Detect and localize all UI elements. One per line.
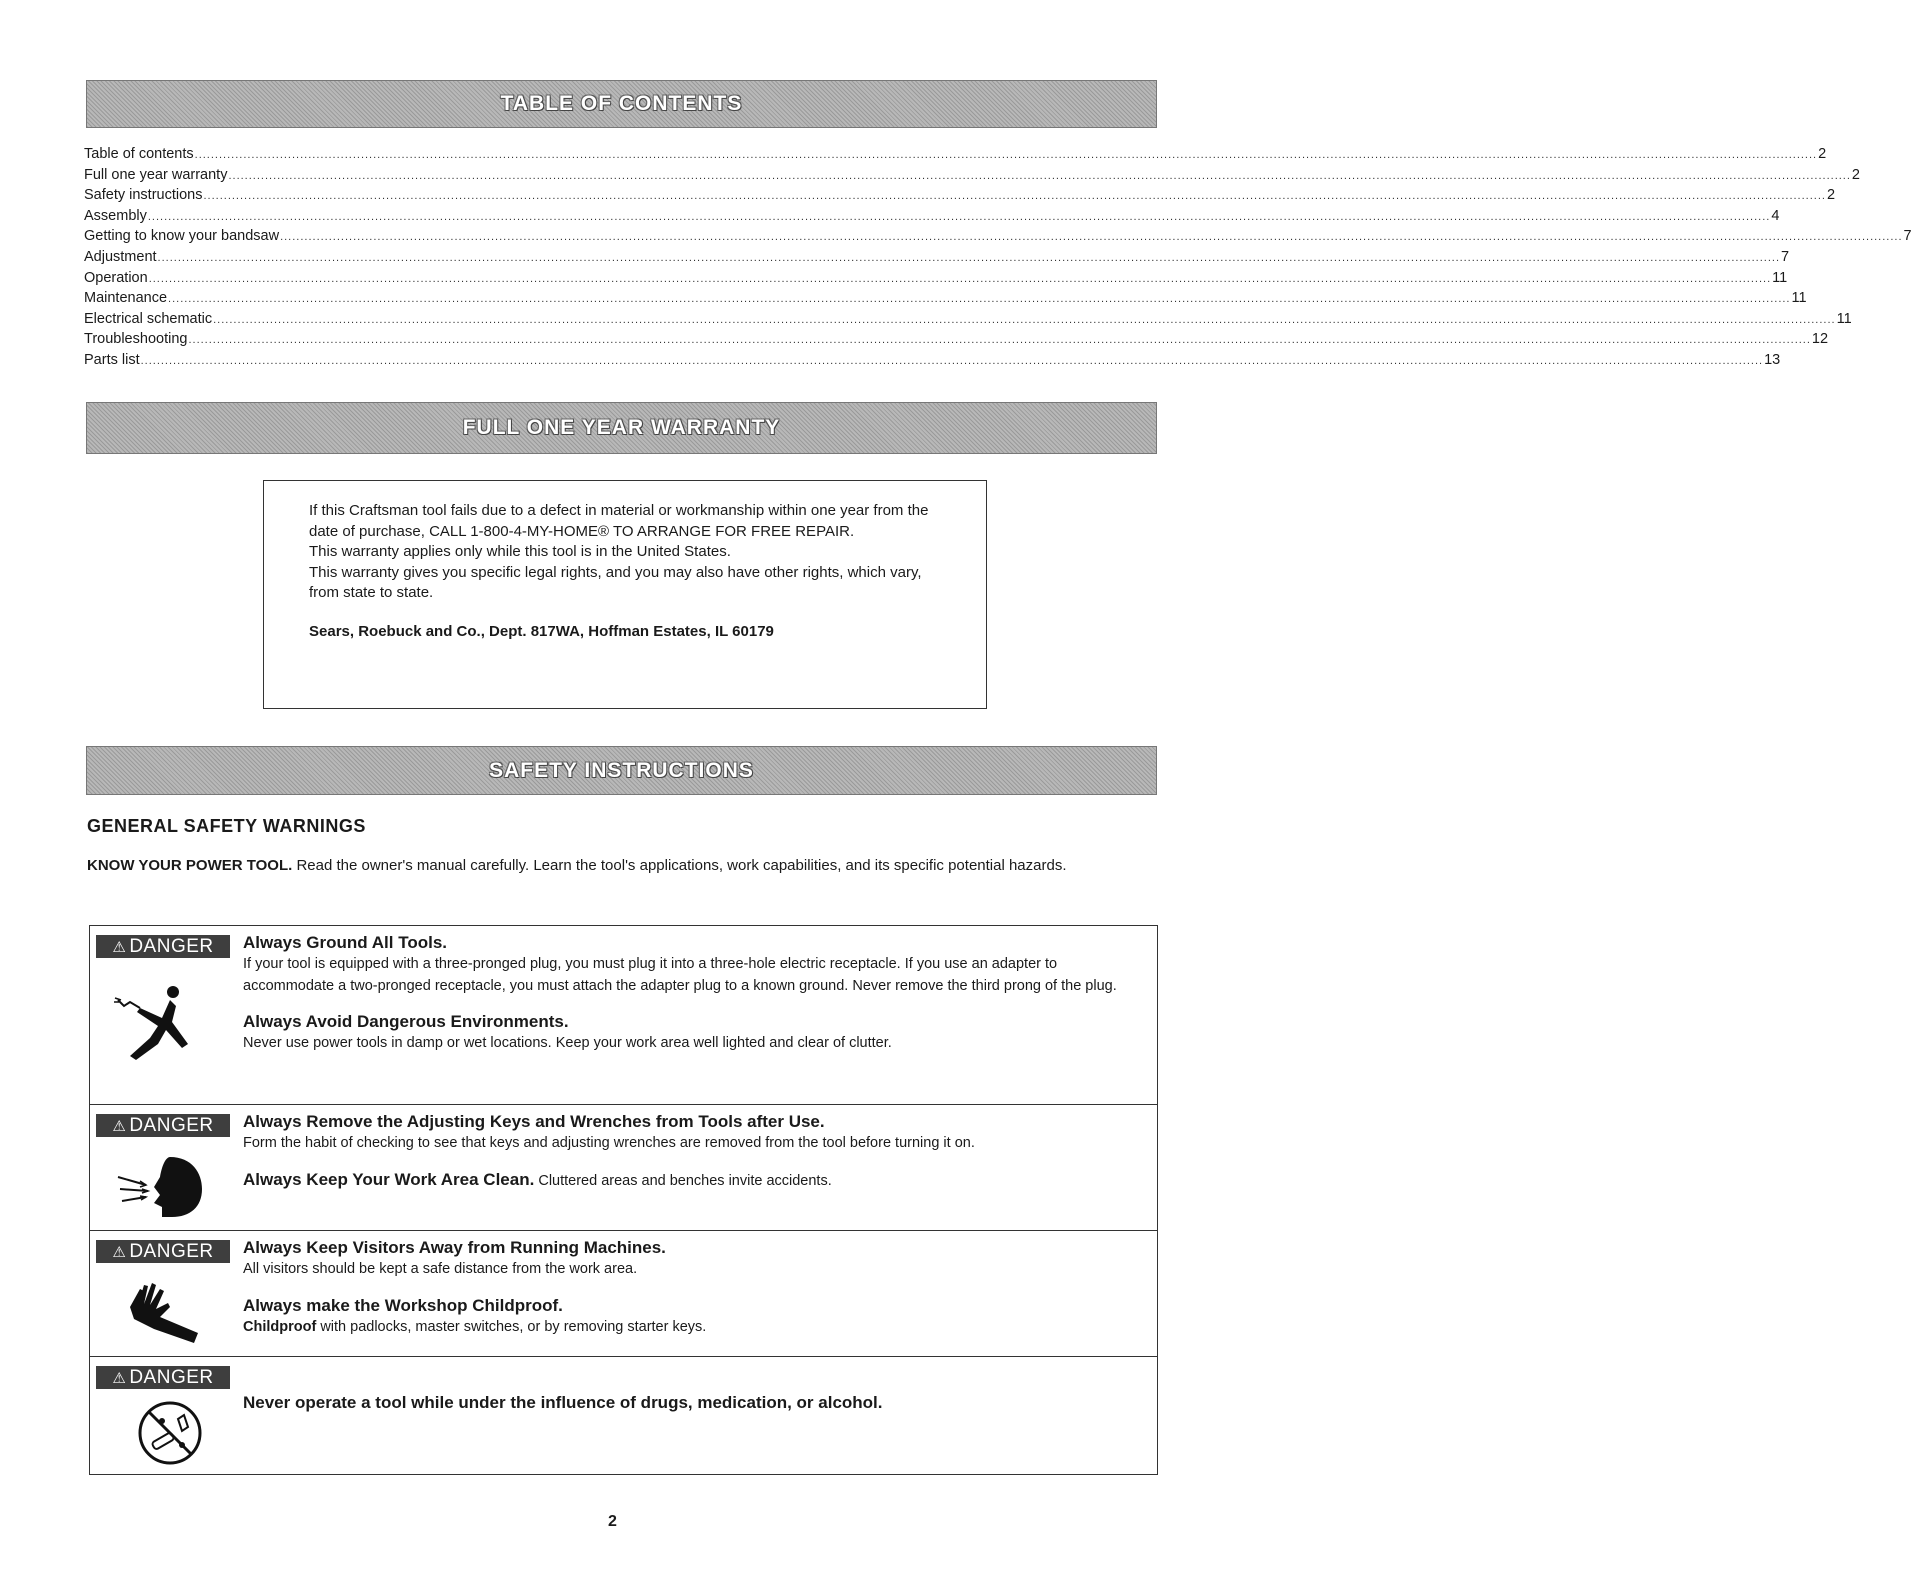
toc-entry-title: Electrical schematic [84,310,213,327]
toc-row [84,309,1852,330]
toc-entry-page: 13 [1764,351,1781,368]
toc-entry-title: Troubleshooting [84,331,188,348]
warranty-address: Sears, Roebuck and Co., Dept. 817WA, Hoffman Estates, IL 60179 [309,622,774,640]
warning-heading: Always Remove the Adjusting Keys and Wrenches from Tools after Use. [243,1112,825,1131]
toc-entry-title: Safety instructions [84,187,203,204]
warning-triangle-icon: ⚠ [112,1117,127,1135]
toc-leader-dots: ................................................................................................................................................................................................................................................................................................................................................................................................................ [188,334,1811,347]
toc-entry-title: Getting to know your bandsaw [84,228,280,245]
toc-entry-page: 4 [1771,207,1780,224]
toc-row [84,350,1781,371]
warning-heading: Never operate a tool while under the influence of drugs, medication, or alcohol. [243,1393,883,1412]
warranty-banner [86,402,1157,454]
toc-row [84,144,1827,165]
warning-text-line [243,1317,1151,1339]
safety-warnings-table [89,925,1158,1475]
warning-text: Form the habit of checking to see that keys and adjusting wrenches are removed from the tool before turning it on. [243,1135,975,1151]
toc-leader-dots: ................................................................................................................................................................................................................................................................................................................................................................................................................ [194,149,1818,161]
warranty-line-2: This warranty applies only while this tool is in the United States. [309,543,731,560]
toc-row [84,247,1790,268]
childproof-label: Childproof [243,1318,317,1335]
warning-text: Never use power tools in damp or wet locations. Keep your work area well lighted and clear of clutter. [243,1035,892,1051]
toc-leader-dots: ................................................................................................................................................................................................................................................................................................................................................................................................................ [140,354,1764,367]
know-text: Read the owner's manual carefully. Learn the tool's applications, work capabilities, and its specific potential hazards. [292,857,1067,874]
danger-badge [96,1114,230,1137]
warning-line [243,1169,1151,1193]
warning-triangle-icon: ⚠ [112,1243,127,1261]
hand-hazard-icon [110,1277,210,1347]
toc-leader-dots: ................................................................................................................................................................................................................................................................................................................................................................................................................ [280,231,1903,244]
danger-label: DANGER [129,1366,214,1388]
toc-entry-title: Full one year warranty [84,166,228,183]
toc-entry-title: Assembly [84,207,147,224]
toc-row [84,165,1860,186]
warranty-box [263,480,987,709]
know-your-tool [87,855,1127,877]
shock-icon [110,978,210,1068]
warning-heading: Always Avoid Dangerous Environments. [243,1012,569,1031]
warning-row-drugs [90,1357,1157,1474]
toc-entry-page: 11 [1836,310,1852,327]
warning-heading: Always Ground All Tools. [243,933,448,952]
toc-banner [86,80,1157,128]
toc-entry-page: 2 [1851,166,1860,183]
danger-badge [96,1240,230,1263]
toc-entry-page: 7 [1903,228,1912,245]
toc-row [84,206,1780,227]
toc-entry-page: 11 [1791,290,1807,307]
danger-label: DANGER [129,1240,214,1262]
warning-heading: Always Keep Visitors Away from Running Machines. [243,1238,666,1257]
warning-row-keys [90,1105,1157,1231]
danger-badge [96,1366,230,1389]
warranty-line-3: This warranty gives you specific legal rights, and you may also have other rights, which vary, from state to state. [309,563,922,601]
warning-text: with padlocks, master switches, or by removing starter keys. [316,1318,707,1335]
toc-leader-dots: ................................................................................................................................................................................................................................................................................................................................................................................................................ [157,251,1781,264]
toc-leader-dots: ................................................................................................................................................................................................................................................................................................................................................................................................................ [228,169,1851,182]
toc-entry-page: 2 [1818,146,1827,162]
general-safety-heading: GENERAL SAFETY WARNINGS [87,816,366,836]
toc-leader-dots: ................................................................................................................................................................................................................................................................................................................................................................................................................ [168,293,1791,306]
toc-row [84,226,1912,247]
toc-entry-title: Adjustment [84,248,157,265]
safety-title: SAFETY INSTRUCTIONS [489,758,754,782]
page-number: 2 [608,1513,617,1530]
toc-entry-title: Maintenance [84,290,168,307]
warranty-line-1: If this Craftsman tool fails due to a defect in material or workmanship within one year from the date of purchase, CALL 1-800-4-MY-HOME® TO ARRANGE FOR FREE REPAIR. [309,502,929,540]
toc-list [84,144,1912,371]
warning-text: Cluttered areas and benches invite accidents. [534,1172,832,1189]
toc-leader-dots: ................................................................................................................................................................................................................................................................................................................................................................................................................ [148,272,1772,285]
head-hazard-icon [110,1151,210,1221]
toc-row [84,268,1788,289]
warning-text: If your tool is equipped with a three-pronged plug, you must plug it into a three-hole electric receptacle. If you use an adapter to accommodate a two-pronged receptacle, you must attach the adapter plug to a known ground. Never remove the third prong of the plug. [243,956,1117,994]
toc-entry-title: Parts list [84,351,140,368]
toc-leader-dots: ................................................................................................................................................................................................................................................................................................................................................................................................................ [213,313,1836,326]
toc-entry-page: 11 [1772,269,1788,286]
know-label: KNOW YOUR POWER TOOL. [87,857,293,874]
warning-row-visitors [90,1231,1157,1357]
toc-row [84,185,1836,206]
no-drugs-icon [130,1397,210,1469]
toc-entry-title: Operation [84,269,148,286]
toc-entry-page: 7 [1781,248,1790,265]
toc-entry-page: 2 [1826,187,1836,204]
danger-badge [96,935,230,958]
warning-text: All visitors should be kept a safe distance from the work area. [243,1261,638,1277]
danger-label: DANGER [129,935,214,957]
toc-entry-title: Table of contents [84,146,194,162]
toc-title: TABLE OF CONTENTS [500,92,743,115]
toc-row [84,329,1829,350]
warning-heading: Always Keep Your Work Area Clean. [243,1169,535,1189]
toc-leader-dots: ................................................................................................................................................................................................................................................................................................................................................................................................................ [203,190,1826,203]
toc-row [84,288,1807,309]
danger-label: DANGER [129,1114,214,1136]
warning-triangle-icon: ⚠ [112,938,127,956]
warning-triangle-icon: ⚠ [112,1369,127,1387]
toc-leader-dots: ................................................................................................................................................................................................................................................................................................................................................................................................................ [147,210,1771,223]
safety-banner [86,746,1157,795]
toc-entry-page: 12 [1811,331,1829,348]
warranty-title: FULL ONE YEAR WARRANTY [462,416,781,439]
warning-row-ground [90,926,1157,1105]
warning-heading: Always make the Workshop Childproof. [243,1295,563,1315]
